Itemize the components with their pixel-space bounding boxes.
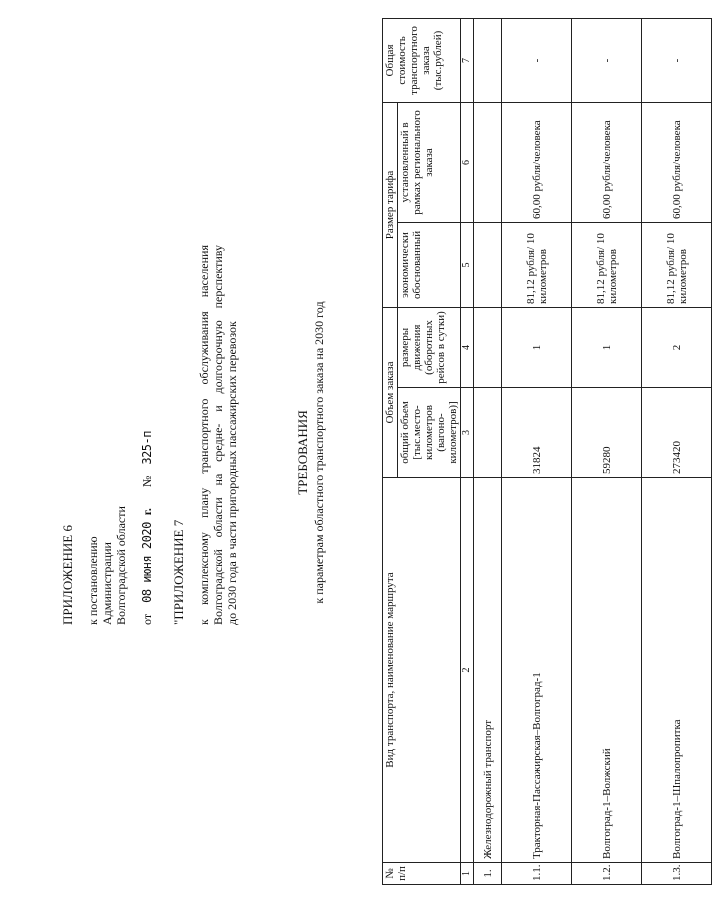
- row-volume: 273420: [642, 388, 712, 478]
- header-tariff: Размер тарифа: [383, 102, 398, 307]
- requirements-table: [382, 18, 712, 885]
- row-tariff-regional: 60,00 рубля/человека: [572, 102, 642, 222]
- appendix7-title: "ПРИЛОЖЕНИЕ 7: [171, 519, 186, 625]
- row-tariff-regional: 60,00 рубля/человека: [502, 102, 572, 222]
- column-number: 2: [461, 478, 474, 863]
- appendix-line-1: к постановлению: [86, 536, 100, 625]
- row-cost: -: [502, 18, 572, 102]
- row-tariff-economic: 81,12 рубля/ 10 километров: [502, 222, 572, 307]
- appendix7-text: [197, 245, 239, 625]
- section-num: 1.: [474, 863, 502, 885]
- header-volume-size: размеры движения (оборотных рейсов в сутки): [398, 307, 461, 387]
- row-tariff-economic: 81,12 рубля/ 10 километров: [642, 222, 712, 307]
- row-cost: -: [572, 18, 642, 102]
- header-cost: Общая стоимость транспортного заказа (тыс.рублей): [383, 18, 461, 102]
- row-route: Волгоград-1–Шпалопропитка: [642, 478, 712, 863]
- table-row: [502, 18, 572, 884]
- appendix-line-3: Волгоградской области: [114, 506, 128, 625]
- row-num: 1.2.: [572, 863, 642, 885]
- appendix-line-2: Администрации: [100, 542, 114, 625]
- column-number: 5: [461, 222, 474, 307]
- header-tariff-regional: установленный в рамках регионального заказа: [398, 102, 461, 222]
- row-route: Волгоград-1–Волжский: [572, 478, 642, 863]
- date-value: 08 июня 2020: [140, 522, 154, 603]
- row-num: 1.1.: [502, 863, 572, 885]
- date-suffix: г.: [140, 508, 154, 516]
- document-title: ТРЕБОВАНИЯ: [295, 410, 310, 495]
- header-volume-total: общий объем [тыс.место-километров (вагоно-километров)]: [398, 388, 461, 478]
- column-number: 4: [461, 307, 474, 387]
- row-trips: 2: [642, 307, 712, 387]
- document-subtitle: к параметрам областного транспортного заказа на 2030 год: [312, 301, 326, 604]
- row-trips: 1: [502, 307, 572, 387]
- row-volume: 59280: [572, 388, 642, 478]
- appendix7-line-3: до 2030 года в части пригородных пассажирских перевозок: [225, 321, 239, 625]
- section-row: [474, 18, 502, 884]
- column-number: 1: [461, 863, 474, 885]
- row-num: 1.3.: [642, 863, 712, 885]
- header-tariff-economic: экономически обоснованный: [398, 222, 461, 307]
- column-number: 7: [461, 18, 474, 102]
- appendix7-line-2: Волгоградской области на средне- и долгосрочную перспективу: [211, 245, 225, 625]
- column-number: 6: [461, 102, 474, 222]
- row-tariff-economic: 81,12 рубля/ 10 километров: [572, 222, 642, 307]
- number-value: 325-п: [140, 431, 154, 465]
- header-route: Вид транспорта, наименование маршрута: [383, 478, 461, 863]
- number-sign: №: [140, 475, 154, 488]
- header-num: № п/п: [383, 863, 461, 885]
- column-numbers-row: [461, 18, 474, 884]
- row-route: Тракторная-Пассажирская–Волгоград-1: [502, 478, 572, 863]
- appendix-date-line: [140, 431, 154, 625]
- row-cost: -: [642, 18, 712, 102]
- row-trips: 1: [572, 307, 642, 387]
- date-prefix: от: [140, 613, 154, 625]
- column-number: 3: [461, 388, 474, 478]
- appendix-title: ПРИЛОЖЕНИЕ 6: [60, 525, 75, 625]
- table-row: [572, 18, 642, 884]
- appendix7-line-1: к комплексному плану транспортного обслуживания населения: [197, 245, 211, 625]
- header-volume: Объем заказа: [383, 307, 398, 477]
- table-row: [642, 18, 712, 884]
- row-tariff-regional: 60,00 рубля/человека: [642, 102, 712, 222]
- row-volume: 31824: [502, 388, 572, 478]
- section-label: Железнодорожный транспорт: [474, 478, 502, 863]
